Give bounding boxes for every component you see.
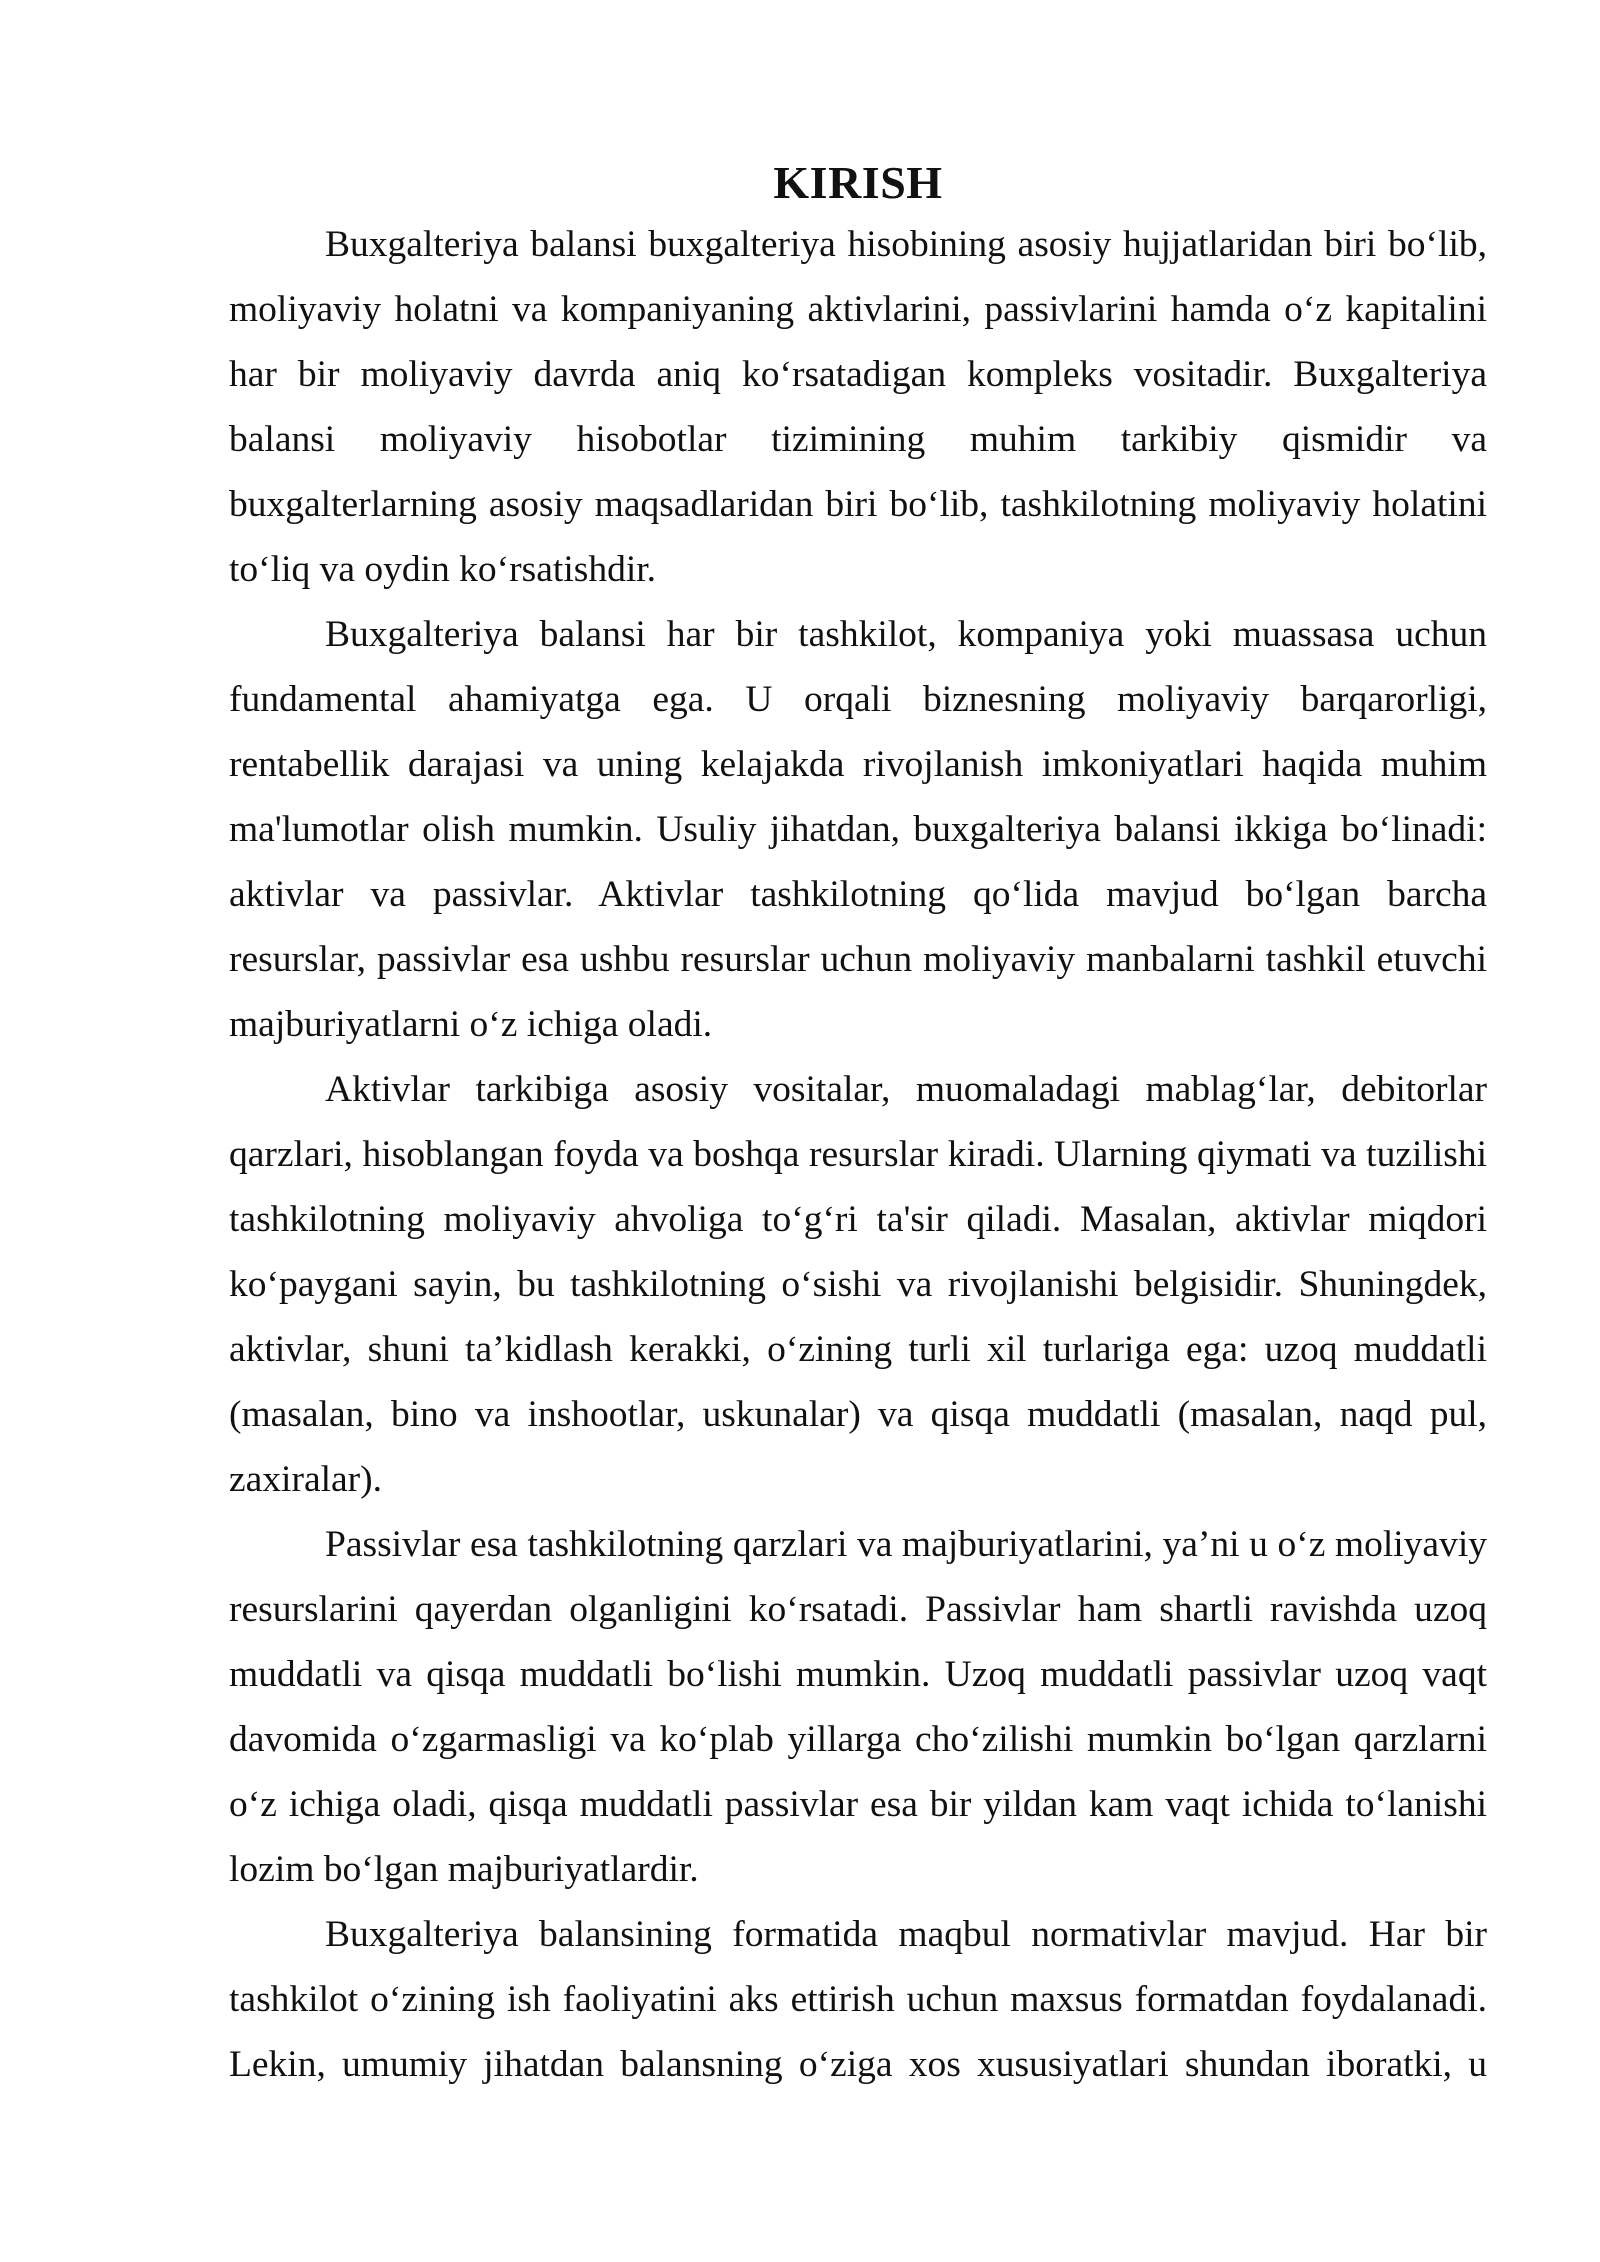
paragraph-1: Buxgalteriya balansi buxgalteriya hisobining asosiy hujjatlaridan biri bo‘lib, moliyaviy holatni va kompaniyaning aktivlarini, passivlarini hamda o‘z kapitalini har bir moliyaviy davrda aniq ko‘rsatadigan kompleks vositadir. Buxgalteriya balansi moliyaviy hisobotlar tizimining muhim tarkibiy qismidir va buxgalterlarning asosiy maqsadlaridan biri bo‘lib, tashkilotning moliyaviy holatini to‘liq va oydin ko‘rsatishdir. (229, 224, 1487, 590)
page-title: KIRISH (773, 157, 943, 208)
document-page (229, 150, 1487, 2097)
paragraph-4: Passivlar esa tashkilotning qarzlari va majburiyatlarini, ya’ni u o‘z moliyaviy resurslarini qayerdan olganligini ko‘rsatadi. Passivlar ham shartli ravishda uzoq muddatli va qisqa muddatli bo‘lishi mumkin. Uzoq muddatli passivlar uzoq vaqt davomida o‘zgarmasligi va ko‘plab yillarga cho‘zilishi mumkin bo‘lgan qarzlarni o‘z ichiga oladi, qisqa muddatli passivlar esa bir yildan kam vaqt ichida to‘lanishi lozim bo‘lgan majburiyatlardir. (229, 1524, 1487, 1890)
paragraph-5: Buxgalteriya balansining formatida maqbul normativlar mavjud. Har bir tashkilot o‘zining ish faoliyatini aks ettirish uchun maxsus formatdan foydalanadi. Lekin, umumiy jihatdan balansning o‘ziga xos xususiyatlari shundan iboratki, u (229, 1914, 1487, 2085)
paragraph-3: Aktivlar tarkibiga asosiy vositalar, muomaladagi mablag‘lar, debitorlar qarzlari, hisoblangan foyda va boshqa resurslar kiradi. Ularning qiymati va tuzilishi tashkilotning moliyaviy ahvoliga to‘g‘ri ta'sir qiladi. Masalan, aktivlar miqdori ko‘paygani sayin, bu tashkilotning o‘sishi va rivojlanishi belgisidir. Shuningdek, aktivlar, shuni ta’kidlash kerakki, o‘zining turli xil turlariga ega: uzoq muddatli (masalan, bino va inshootlar, uskunalar) va qisqa muddatli (masalan, naqd pul, zaxiralar). (229, 1069, 1487, 1500)
paragraph-2: Buxgalteriya balansi har bir tashkilot, kompaniya yoki muassasa uchun fundamental ahamiyatga ega. U orqali biznesning moliyaviy barqarorligi, rentabellik darajasi va uning kelajakda rivojlanish imkoniyatlari haqida muhim ma'lumotlar olish mumkin. Usuliy jihatdan, buxgalteriya balansi ikkiga bo‘linadi: aktivlar va passivlar. Aktivlar tashkilotning qo‘lida mavjud bo‘lgan barcha resurslar, passivlar esa ushbu resurslar uchun moliyaviy manbalarni tashkil etuvchi majburiyatlarni o‘z ichiga oladi. (229, 614, 1487, 1045)
